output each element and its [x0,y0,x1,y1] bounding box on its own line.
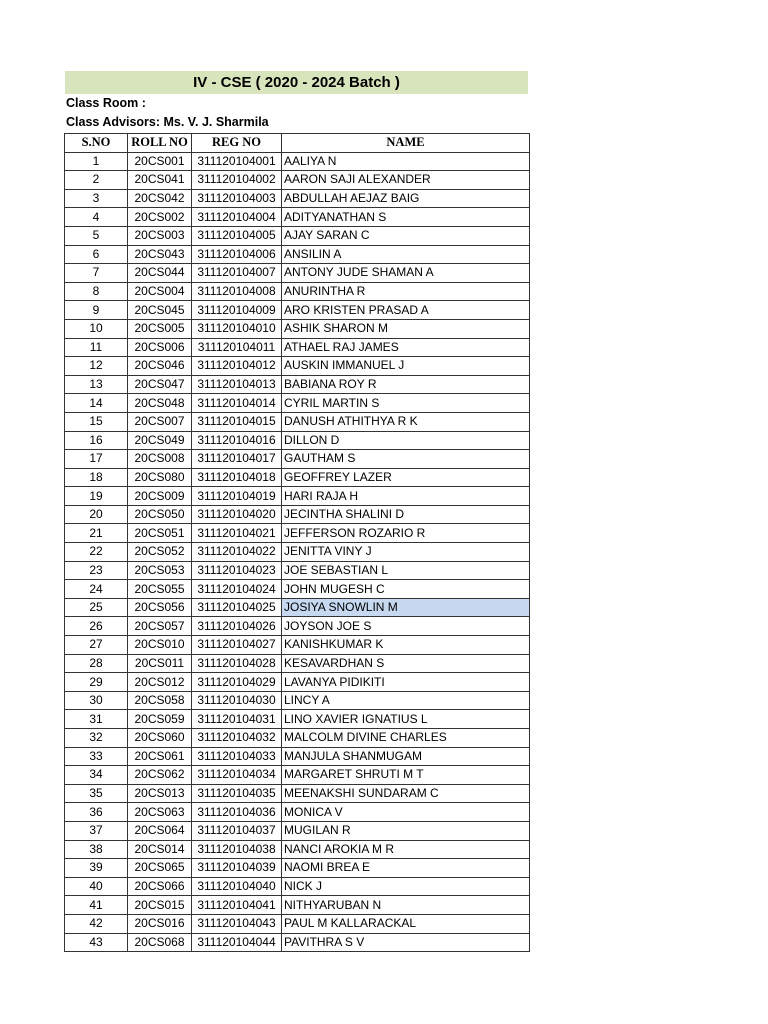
table-row [65,710,530,729]
roll-no-cell[interactable]: 20CS044 [128,264,192,283]
reg-no-cell[interactable]: 311120104020 [192,505,282,524]
reg-no-cell[interactable]: 311120104010 [192,319,282,338]
name-cell[interactable]: NAOMI BREA E [282,859,530,878]
roll-no-cell[interactable]: 20CS048 [128,394,192,413]
sno-cell[interactable]: 25 [65,598,128,617]
roll-no-cell[interactable]: 20CS080 [128,468,192,487]
roll-no-cell[interactable]: 20CS005 [128,319,192,338]
table-row [65,729,530,748]
name-cell[interactable]: MALCOLM DIVINE CHARLES [282,729,530,748]
reg-no-cell[interactable]: 311120104015 [192,412,282,431]
roll-no-cell[interactable]: 20CS003 [128,226,192,245]
name-cell[interactable]: LAVANYA PIDIKITI [282,673,530,692]
name-cell[interactable]: MUGILAN R [282,821,530,840]
table-row [65,264,530,283]
reg-no-cell[interactable]: 311120104033 [192,747,282,766]
table-row [65,412,530,431]
sno-cell[interactable]: 35 [65,784,128,803]
name-cell[interactable]: NANCI AROKIA M R [282,840,530,859]
class-room-label: Class Room : [66,96,146,110]
table-row [65,301,530,320]
name-cell[interactable]: GAUTHAM S [282,450,530,469]
sno-cell[interactable]: 2 [65,171,128,190]
header-reg-no: REG NO [192,134,282,153]
name-cell[interactable]: AJAY SARAN C [282,226,530,245]
sno-cell[interactable]: 3 [65,189,128,208]
table-row [65,505,530,524]
table-row [65,226,530,245]
name-cell[interactable]: NICK J [282,877,530,896]
sno-cell[interactable]: 32 [65,729,128,748]
table-row [65,747,530,766]
table-row [65,394,530,413]
reg-no-cell[interactable]: 311120104028 [192,654,282,673]
name-cell[interactable]: NITHYARUBAN N [282,896,530,915]
reg-no-cell[interactable]: 311120104004 [192,208,282,227]
sno-cell[interactable]: 13 [65,375,128,394]
table-row [65,859,530,878]
table-row [65,784,530,803]
header-roll-no: ROLL NO [128,134,192,153]
table-row [65,580,530,599]
name-cell[interactable]: AUSKIN IMMANUEL J [282,357,530,376]
header-name: NAME [282,134,530,153]
sno-cell[interactable]: 7 [65,264,128,283]
roll-no-cell[interactable]: 20CS057 [128,617,192,636]
reg-no-cell[interactable]: 311120104016 [192,431,282,450]
roll-no-cell[interactable]: 20CS010 [128,636,192,655]
roll-no-cell[interactable]: 20CS006 [128,338,192,357]
roll-no-cell[interactable]: 20CS046 [128,357,192,376]
table-row [65,431,530,450]
table-row [65,524,530,543]
roll-no-cell[interactable]: 20CS063 [128,803,192,822]
reg-no-cell[interactable]: 311120104001 [192,152,282,171]
table-row [65,673,530,692]
table-row [65,543,530,562]
name-cell[interactable]: PAUL M KALLARACKAL [282,914,530,933]
table-row [65,896,530,915]
sno-cell[interactable]: 30 [65,691,128,710]
sno-cell[interactable]: 1 [65,152,128,171]
sno-cell[interactable]: 9 [65,301,128,320]
roll-no-cell[interactable]: 20CS013 [128,784,192,803]
student-table [64,133,530,952]
sno-cell[interactable]: 15 [65,412,128,431]
sno-cell[interactable]: 29 [65,673,128,692]
reg-no-cell[interactable]: 311120104038 [192,840,282,859]
sno-cell[interactable]: 24 [65,580,128,599]
reg-no-cell[interactable]: 311120104006 [192,245,282,264]
reg-no-cell[interactable]: 311120104012 [192,357,282,376]
reg-no-cell[interactable]: 311120104024 [192,580,282,599]
reg-no-cell[interactable]: 311120104034 [192,766,282,785]
roll-no-cell[interactable]: 20CS064 [128,821,192,840]
table-row [65,821,530,840]
reg-no-cell[interactable]: 311120104018 [192,468,282,487]
roll-no-cell[interactable]: 20CS008 [128,450,192,469]
sno-cell[interactable]: 22 [65,543,128,562]
sno-cell[interactable]: 4 [65,208,128,227]
table-row [65,561,530,580]
table-row [65,691,530,710]
table-row [65,914,530,933]
sno-cell[interactable]: 26 [65,617,128,636]
name-cell[interactable]: JOHN MUGESH C [282,580,530,599]
reg-no-cell[interactable]: 311120104026 [192,617,282,636]
table-row [65,152,530,171]
roll-no-cell[interactable]: 20CS043 [128,245,192,264]
name-cell[interactable]: KESAVARDHAN S [282,654,530,673]
table-row [65,375,530,394]
sno-cell[interactable]: 39 [65,859,128,878]
reg-no-cell[interactable]: 311120104032 [192,729,282,748]
table-row [65,189,530,208]
roll-no-cell[interactable]: 20CS015 [128,896,192,915]
name-cell[interactable]: KANISHKUMAR K [282,636,530,655]
sno-cell[interactable]: 16 [65,431,128,450]
reg-no-cell[interactable]: 311120104040 [192,877,282,896]
sno-cell[interactable]: 8 [65,282,128,301]
table-row [65,319,530,338]
roll-no-cell[interactable]: 20CS050 [128,505,192,524]
name-cell[interactable]: DANUSH ATHITHYA R K [282,412,530,431]
name-cell[interactable]: LINCY A [282,691,530,710]
sno-cell[interactable]: 33 [65,747,128,766]
header-sno: S.NO [65,134,128,153]
sheet-title: IV - CSE ( 2020 - 2024 Batch ) [65,71,528,94]
sno-cell[interactable]: 5 [65,226,128,245]
table-row [65,282,530,301]
roll-no-cell[interactable]: 20CS012 [128,673,192,692]
reg-no-cell[interactable]: 311120104022 [192,543,282,562]
name-cell[interactable]: ANSILIN A [282,245,530,264]
roll-no-cell[interactable]: 20CS041 [128,171,192,190]
reg-no-cell[interactable]: 311120104023 [192,561,282,580]
sno-cell[interactable]: 28 [65,654,128,673]
reg-no-cell[interactable]: 311120104041 [192,896,282,915]
roll-no-cell[interactable]: 20CS061 [128,747,192,766]
roll-no-cell[interactable]: 20CS049 [128,431,192,450]
reg-no-cell[interactable]: 311120104043 [192,914,282,933]
reg-no-cell[interactable]: 311120104017 [192,450,282,469]
table-row [65,636,530,655]
roll-no-cell[interactable]: 20CS052 [128,543,192,562]
sno-cell[interactable]: 10 [65,319,128,338]
name-cell[interactable]: DILLON D [282,431,530,450]
reg-no-cell[interactable]: 311120104021 [192,524,282,543]
table-row [65,598,530,617]
sno-cell[interactable]: 11 [65,338,128,357]
class-advisors-label: Class Advisors: Ms. V. J. Sharmila [66,115,269,129]
name-cell[interactable]: JOYSON JOE S [282,617,530,636]
reg-no-cell[interactable]: 311120104014 [192,394,282,413]
name-cell[interactable]: JOE SEBASTIAN L [282,561,530,580]
roll-no-cell[interactable]: 20CS001 [128,152,192,171]
name-cell[interactable]: BABIANA ROY R [282,375,530,394]
reg-no-cell[interactable]: 311120104027 [192,636,282,655]
sno-cell[interactable]: 31 [65,710,128,729]
reg-no-cell[interactable]: 311120104019 [192,487,282,506]
reg-no-cell[interactable]: 311120104008 [192,282,282,301]
name-cell[interactable]: HARI RAJA H [282,487,530,506]
name-cell[interactable]: MANJULA SHANMUGAM [282,747,530,766]
sno-cell[interactable]: 41 [65,896,128,915]
table-row [65,654,530,673]
name-cell[interactable]: MEENAKSHI SUNDARAM C [282,784,530,803]
name-cell[interactable]: ANTONY JUDE SHAMAN A [282,264,530,283]
sno-cell[interactable]: 14 [65,394,128,413]
sno-cell[interactable]: 21 [65,524,128,543]
reg-no-cell[interactable]: 311120104003 [192,189,282,208]
roll-no-cell[interactable]: 20CS068 [128,933,192,952]
sno-cell[interactable]: 34 [65,766,128,785]
name-cell[interactable]: ANURINTHA R [282,282,530,301]
name-cell[interactable]: ABDULLAH AEJAZ BAIG [282,189,530,208]
roll-no-cell[interactable]: 20CS042 [128,189,192,208]
sno-cell[interactable]: 19 [65,487,128,506]
table-row [65,933,530,952]
table-row [65,208,530,227]
table-row [65,171,530,190]
name-cell[interactable]: ASHIK SHARON M [282,319,530,338]
roll-no-cell[interactable]: 20CS045 [128,301,192,320]
roll-no-cell[interactable]: 20CS047 [128,375,192,394]
roll-no-cell[interactable]: 20CS066 [128,877,192,896]
sno-cell[interactable]: 40 [65,877,128,896]
table-row [65,803,530,822]
reg-no-cell[interactable]: 311120104011 [192,338,282,357]
roll-no-cell[interactable]: 20CS002 [128,208,192,227]
reg-no-cell[interactable]: 311120104031 [192,710,282,729]
table-header-row [65,134,530,153]
reg-no-cell[interactable]: 311120104044 [192,933,282,952]
name-cell[interactable]: GEOFFREY LAZER [282,468,530,487]
roll-no-cell[interactable]: 20CS016 [128,914,192,933]
name-cell[interactable]: AALIYA N [282,152,530,171]
name-cell[interactable]: CYRIL MARTIN S [282,394,530,413]
name-cell[interactable]: LINO XAVIER IGNATIUS L [282,710,530,729]
name-cell[interactable]: AARON SAJI ALEXANDER [282,171,530,190]
name-cell[interactable]: MARGARET SHRUTI M T [282,766,530,785]
reg-no-cell[interactable]: 311120104035 [192,784,282,803]
sno-cell[interactable]: 20 [65,505,128,524]
reg-no-cell[interactable]: 311120104039 [192,859,282,878]
table-row [65,468,530,487]
name-cell[interactable]: JEFFERSON ROZARIO R [282,524,530,543]
roll-no-cell[interactable]: 20CS060 [128,729,192,748]
reg-no-cell[interactable]: 311120104029 [192,673,282,692]
reg-no-cell[interactable]: 311120104002 [192,171,282,190]
sno-cell[interactable]: 18 [65,468,128,487]
roll-no-cell[interactable]: 20CS004 [128,282,192,301]
reg-no-cell[interactable]: 311120104005 [192,226,282,245]
sno-cell[interactable]: 17 [65,450,128,469]
sno-cell[interactable]: 37 [65,821,128,840]
roll-no-cell[interactable]: 20CS009 [128,487,192,506]
table-row [65,487,530,506]
name-cell[interactable]: ADITYANATHAN S [282,208,530,227]
reg-no-cell[interactable]: 311120104036 [192,803,282,822]
roll-no-cell[interactable]: 20CS059 [128,710,192,729]
table-row [65,357,530,376]
roll-no-cell[interactable]: 20CS014 [128,840,192,859]
name-cell[interactable]: MONICA V [282,803,530,822]
roll-no-cell[interactable]: 20CS053 [128,561,192,580]
sno-cell[interactable]: 42 [65,914,128,933]
roll-no-cell[interactable]: 20CS051 [128,524,192,543]
sno-cell[interactable]: 6 [65,245,128,264]
reg-no-cell[interactable]: 311120104030 [192,691,282,710]
table-row [65,245,530,264]
table-row [65,877,530,896]
roll-no-cell[interactable]: 20CS007 [128,412,192,431]
roll-no-cell[interactable]: 20CS058 [128,691,192,710]
roll-no-cell[interactable]: 20CS055 [128,580,192,599]
reg-no-cell[interactable]: 311120104025 [192,598,282,617]
sno-cell[interactable]: 12 [65,357,128,376]
sno-cell[interactable]: 27 [65,636,128,655]
table-row [65,840,530,859]
table-row [65,450,530,469]
name-cell[interactable]: JECINTHA SHALINI D [282,505,530,524]
table-row [65,338,530,357]
name-cell[interactable]: JENITTA VINY J [282,543,530,562]
name-cell[interactable]: PAVITHRA S V [282,933,530,952]
name-cell[interactable]: ATHAEL RAJ JAMES [282,338,530,357]
reg-no-cell[interactable]: 311120104009 [192,301,282,320]
name-cell[interactable]: ARO KRISTEN PRASAD A [282,301,530,320]
roll-no-cell[interactable]: 20CS062 [128,766,192,785]
reg-no-cell[interactable]: 311120104013 [192,375,282,394]
roll-no-cell[interactable]: 20CS056 [128,598,192,617]
sno-cell[interactable]: 43 [65,933,128,952]
sno-cell[interactable]: 23 [65,561,128,580]
table-row [65,766,530,785]
reg-no-cell[interactable]: 311120104007 [192,264,282,283]
roll-no-cell[interactable]: 20CS011 [128,654,192,673]
table-row [65,617,530,636]
sno-cell[interactable]: 36 [65,803,128,822]
sno-cell[interactable]: 38 [65,840,128,859]
roll-no-cell[interactable]: 20CS065 [128,859,192,878]
name-cell[interactable]: JOSIYA SNOWLIN M [282,598,530,617]
reg-no-cell[interactable]: 311120104037 [192,821,282,840]
